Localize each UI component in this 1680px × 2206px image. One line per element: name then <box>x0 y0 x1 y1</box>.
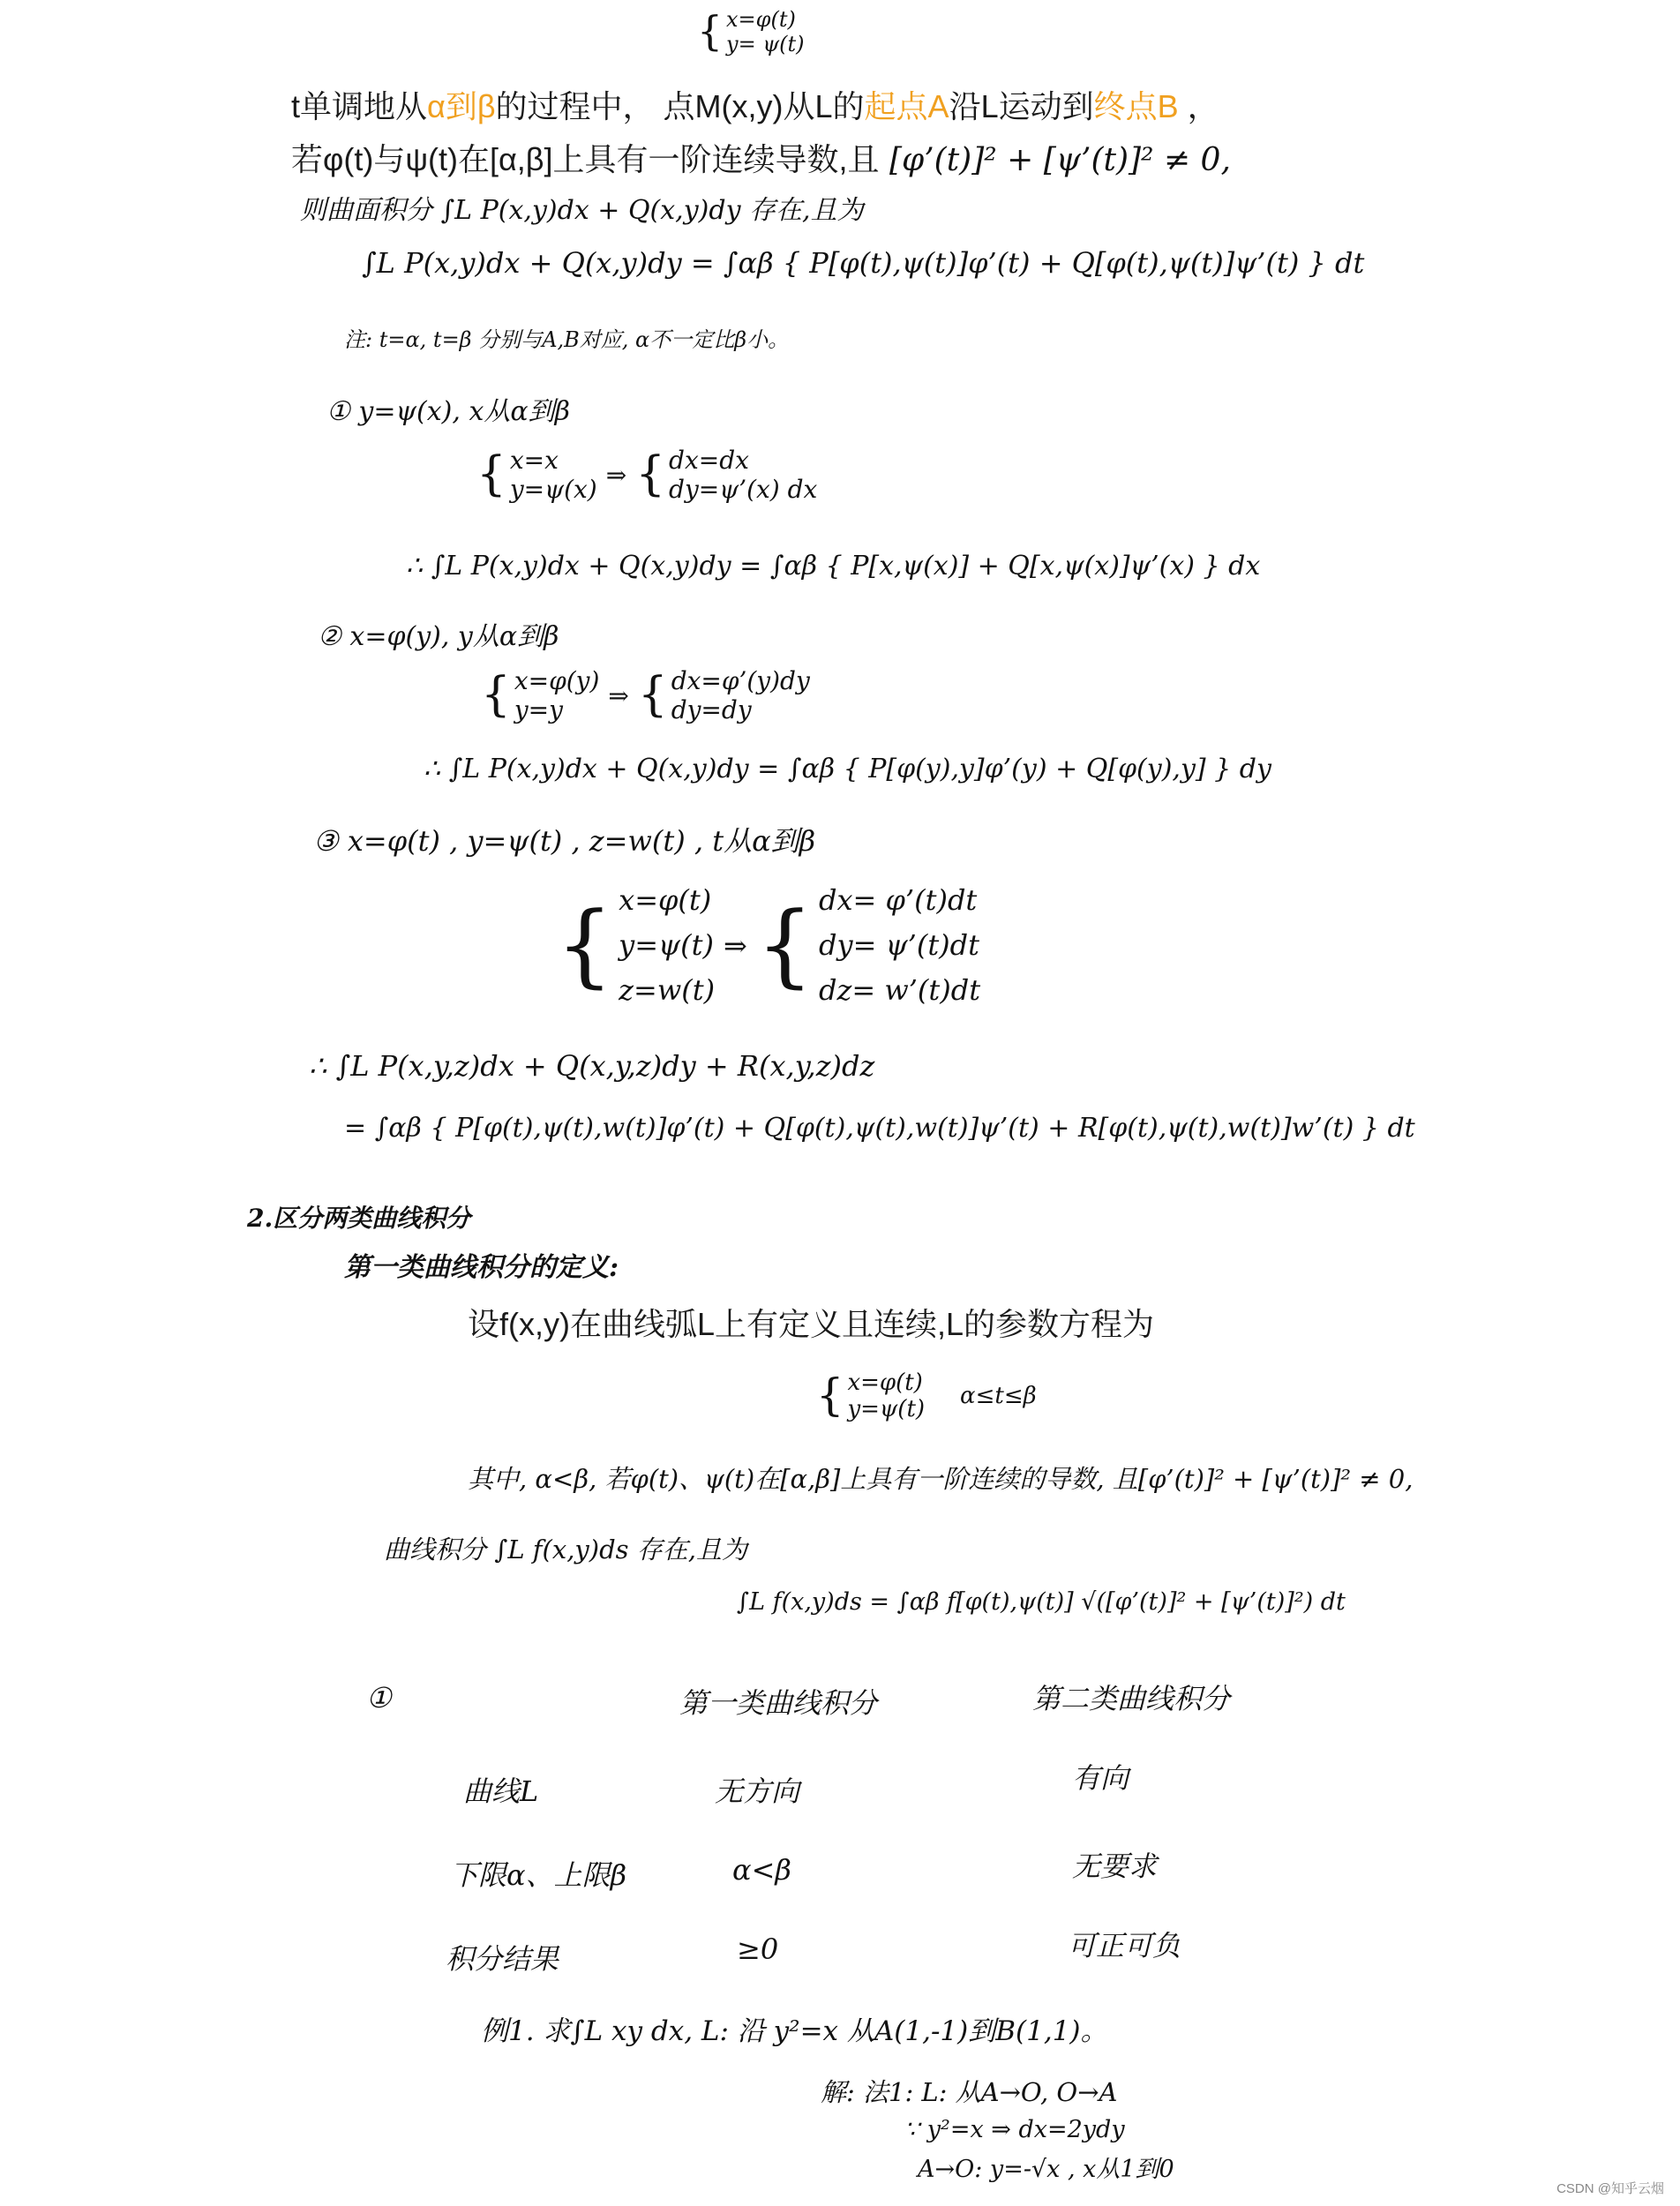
implies-arrow: ⇒ <box>605 460 627 490</box>
definition-exists: 曲线积分 ∫L f(x,y)ds 存在,且为 <box>384 1534 748 1564</box>
table-marker: ① <box>366 1681 392 1715</box>
system-row: dz= w’(t)dt <box>819 973 981 1008</box>
definition-text: 设f(x,y)在曲线弧L上有定义且连续,L的参数方程为 <box>468 1306 1155 1342</box>
case1-result: ∴ ∫L P(x,y)dx + Q(x,y)dy = ∫αβ { P[x,ψ(x)] + Q[x,ψ(x)]ψ’(x) } dx <box>406 551 1261 582</box>
table-cell: α<β <box>732 1853 791 1887</box>
table-cell: 可正可负 <box>1068 1929 1181 1962</box>
section2-heading: 2.区分两类曲线积分 <box>247 1204 471 1233</box>
system-row: dy=ψ’(x) dx <box>669 475 818 504</box>
case1-system <box>476 446 817 504</box>
solution-line: A→O: y=-√x , x从1到0 <box>918 2156 1174 2183</box>
case3-result-line1: ∴ ∫L P(x,y,z)dx + Q(x,y,z)dy + R(x,y,z)dz <box>309 1049 875 1083</box>
solution-line: ∵ y²=x ⇒ dx=2ydy <box>904 2116 1125 2143</box>
brace: { <box>476 446 506 502</box>
table-row-label: 曲线L <box>463 1775 539 1808</box>
table-cell: 无方向 <box>715 1775 800 1808</box>
top-parametric-system <box>697 7 805 56</box>
note-line: 注: t=α, t=β 分别与A,B对应, α不一定比β小。 <box>344 327 790 352</box>
table-cell: ≥0 <box>737 1932 779 1966</box>
parameter-range: α≤t≤β <box>960 1383 1037 1409</box>
table-header-first-kind: 第一类曲线积分 <box>679 1686 878 1720</box>
highlight-end-point: 终点B <box>1093 88 1179 124</box>
case2-result: ∴ ∫L P(x,y)dx + Q(x,y)dy = ∫αβ { P[φ(y),y]φ’(y) + Q[φ(y),y] } dy <box>424 754 1271 784</box>
text-line-integral-exists: 则曲面积分 ∫L P(x,y)dx + Q(x,y)dy 存在,且为 <box>300 195 864 226</box>
formula-line-integral: ∫L P(x,y)dx + Q(x,y)dy = ∫αβ { P[φ(t),ψ(t)]φ’(t) + Q[φ(t),ψ(t)]ψ’(t) } dt <box>362 246 1365 280</box>
case2-system <box>481 666 810 724</box>
case1-heading: ① y=ψ(x), x从α到β <box>326 396 570 427</box>
system-row: y= ψ(t) <box>726 32 805 56</box>
definition-formula: ∫L f(x,y)ds = ∫αβ f[φ(t),ψ(t)] √([φ’(t)]² + [ψ’(t)]²) dt <box>737 1588 1346 1616</box>
system-row: y=ψ(x) <box>509 475 597 504</box>
brace: { <box>637 667 668 723</box>
highlight-alpha-beta: α到β <box>427 88 496 124</box>
system-row: x=φ(y) <box>514 666 600 695</box>
solution-line: 解: 法1: L: 从A→O, O→A <box>821 2077 1118 2107</box>
brace: { <box>635 446 666 502</box>
highlight-start-point: 起点A <box>864 88 949 124</box>
definition-condition: 其中, α<β, 若φ(t)、ψ(t)在[α,β]上具有一阶连续的导数, 且[φ’(t)]² + [ψ’(t)]² ≠ 0, <box>468 1464 1414 1494</box>
text-segment: ， <box>1178 88 1219 124</box>
case3-heading: ③ x=φ(t) , y=ψ(t) , z=w(t) , t从α到β <box>313 824 816 858</box>
text-segment: 的过程中， 点M(x,y)从L的 <box>495 88 865 124</box>
table-row-label: 积分结果 <box>446 1942 559 1976</box>
case3-result-line2: = ∫αβ { P[φ(t),ψ(t),w(t)]φ’(t) + Q[φ(t),ψ(t),w(t)]ψ’(t) + R[φ(t),ψ(t),w(t)]w’(t) } dt <box>344 1113 1415 1144</box>
handwritten-condition: [φ’(t)]² + [ψ’(t)]² ≠ 0, <box>889 142 1231 178</box>
brace: { <box>755 892 814 998</box>
case3-system <box>556 878 980 1014</box>
table-header-second-kind: 第二类曲线积分 <box>1032 1682 1231 1715</box>
example-problem: 例1. 求∫L xy dx, L: 沿 y²=x 从A(1,-1)到B(1,1)。 <box>481 2015 1108 2047</box>
brace: { <box>556 892 614 998</box>
system-row: x=φ(t) <box>847 1369 923 1396</box>
watermark: CSDN @知乎云烟 <box>1556 2181 1664 2196</box>
case2-heading: ② x=φ(y), y从α到β <box>318 621 559 652</box>
system-row: z=w(t) <box>619 973 716 1008</box>
table-cell: 无要求 <box>1072 1850 1158 1883</box>
definition-system <box>816 1369 1037 1422</box>
system-row: x=φ(t) <box>619 883 712 917</box>
system-row: x=x <box>509 446 559 475</box>
table-row-label: 下限α、上限β <box>450 1858 627 1892</box>
system-row: x=φ(t) <box>726 7 796 32</box>
text-segment: 沿L运动到 <box>949 88 1094 124</box>
text-line-derivative-condition <box>291 141 1231 178</box>
system-row: dx=φ’(y)dy <box>671 666 810 695</box>
system-row: y=ψ(t) <box>847 1396 926 1422</box>
system-row: y=y <box>514 695 563 724</box>
brace: { <box>697 8 724 56</box>
implies-arrow: ⇒ <box>608 680 629 710</box>
brace: { <box>816 1369 844 1422</box>
system-row: y=ψ(t) <box>619 928 714 963</box>
text-segment: t单调地从 <box>291 88 428 124</box>
system-row: dx=dx <box>669 446 749 475</box>
table-cell: 有向 <box>1072 1761 1129 1795</box>
brace: { <box>481 667 511 723</box>
definition-heading: 第一类曲线积分的定义: <box>344 1252 619 1283</box>
system-row: dy=dy <box>671 695 752 724</box>
text-line-monotonic <box>291 88 1219 124</box>
system-row: dy= ψ’(t)dt <box>819 928 979 963</box>
implies-arrow: ⇒ <box>724 928 747 963</box>
system-row: dx= φ’(t)dt <box>819 883 978 917</box>
typed-text: 若φ(t)与ψ(t)在[α,β]上具有一阶连续导数,且 <box>291 141 880 177</box>
